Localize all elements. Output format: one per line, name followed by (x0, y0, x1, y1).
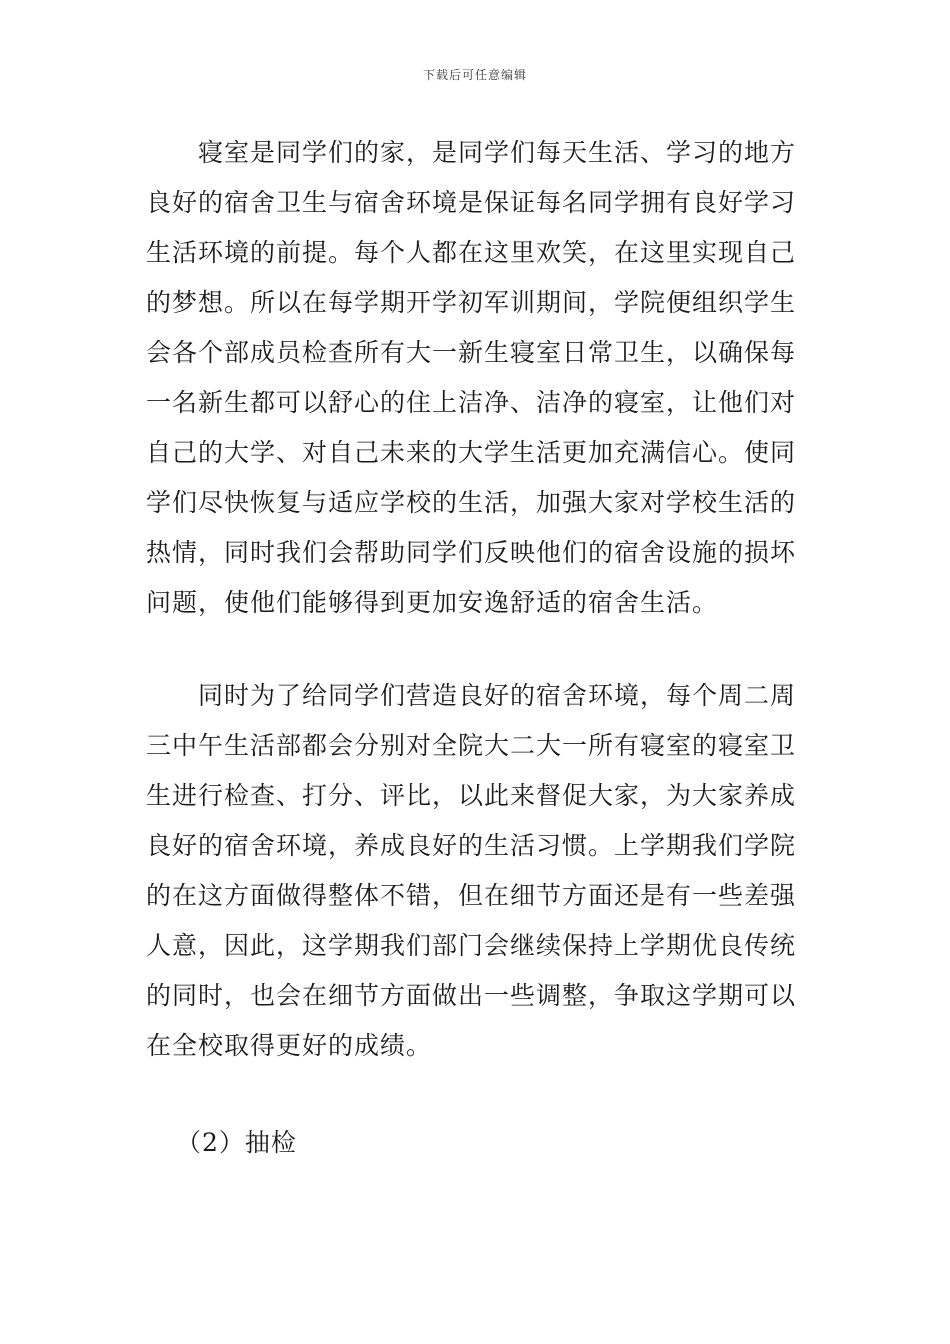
paragraph-line: 热情，同时我们会帮助同学们反映他们的宿舍设施的损坏 (146, 538, 797, 567)
section-heading-spot-check (146, 1118, 808, 1168)
paragraph-2 (146, 671, 808, 1071)
paragraph-line: 自己的大学、对自己未来的大学生活更加充满信心。使同 (146, 438, 797, 467)
paragraph-line: 生进行检查、打分、评比，以此来督促大家，为大家养成 (146, 781, 797, 810)
paragraph-line: 三中午生活部都会分别对全院大二大一所有寝室的寝室卫 (146, 731, 797, 760)
paragraph-line: 在全校取得更好的成绩。 (146, 1031, 433, 1060)
paragraph-1 (146, 128, 808, 628)
paragraph-line: 的在这方面做得整体不错，但在细节方面还是有一些差强 (146, 881, 797, 910)
paragraph-line: 的同时，也会在细节方面做出一些调整，争取这学期可以 (146, 981, 797, 1010)
paragraph-line: 良好的宿舍卫生与宿舍环境是保证每名同学拥有良好学习 (146, 188, 797, 217)
page-header: 下载后可任意编辑 (422, 68, 527, 82)
paragraph-line: 同时为了给同学们营造良好的宿舍环境，每个周二周 (198, 681, 797, 710)
paragraph-line: 人意，因此，这学期我们部门会继续保持上学期优良传统 (146, 931, 797, 960)
paragraph-line: 良好的宿舍环境，养成良好的生活习惯。上学期我们学院 (146, 831, 797, 860)
paragraph-line: 生活环境的前提。每个人都在这里欢笑，在这里实现自己 (146, 238, 797, 267)
paragraph-line: 一名新生都可以舒心的住上洁净、洁净的寝室，让他们对 (146, 388, 797, 417)
paragraph-line: 问题，使他们能够得到更加安逸舒适的宿舍生活。 (146, 588, 719, 617)
section-heading-text: （2）抽检 (176, 1128, 297, 1157)
paragraph-line: 会各个部成员检查所有大一新生寝室日常卫生，以确保每 (146, 338, 797, 367)
paragraph-line: 的梦想。所以在每学期开学初军训期间，学院便组织学生 (146, 288, 797, 317)
paragraph-line: 学们尽快恢复与适应学校的生活，加强大家对学校生活的 (146, 488, 797, 517)
paragraph-line: 寝室是同学们的家，是同学们每天生活、学习的地方 (198, 138, 797, 167)
